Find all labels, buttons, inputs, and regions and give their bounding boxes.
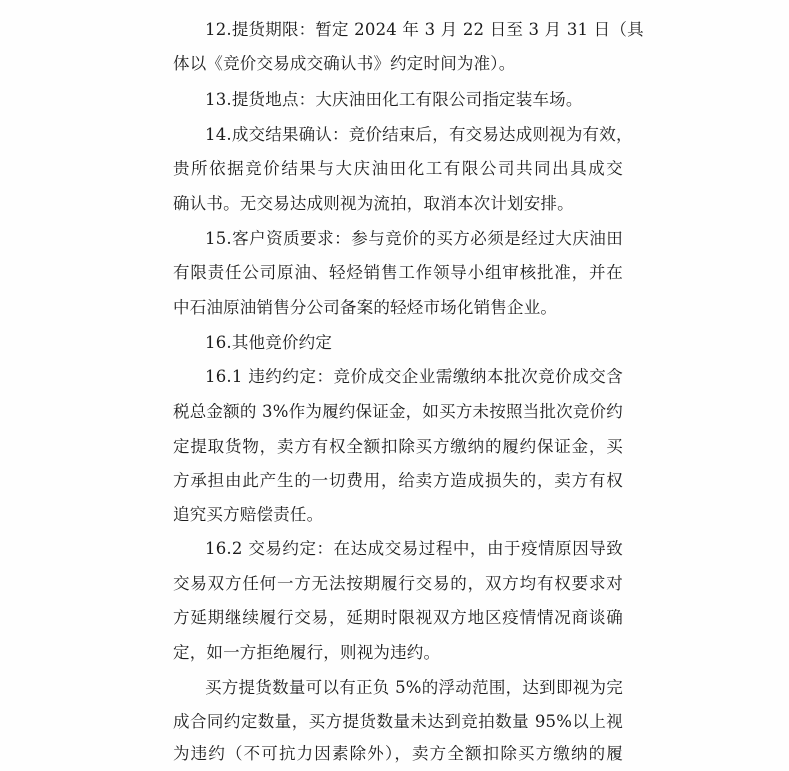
- text-line: 买方提货数量可以有正负 5%的浮动范围，达到即视为完: [205, 678, 623, 697]
- text-line: 追究买方赔偿责任。: [173, 505, 324, 524]
- text-line: 定提取货物，卖方有权全额扣除买方缴纳的履约保证金，买: [173, 437, 623, 456]
- text-line: 为违约（不可抗力因素除外），卖方全额扣除买方缴纳的履: [173, 744, 623, 763]
- text-line: 体以《竞价交易成交确认书》约定时间为准）。: [173, 54, 516, 73]
- text-line: 成合同约定数量，买方提货数量未达到竞拍数量 95%以上视: [173, 712, 623, 731]
- text-line: 交易双方任何一方无法按期履行交易的，双方均有权要求对: [173, 574, 623, 593]
- text-line: 16.1 违约约定：竞价成交企业需缴纳本批次竞价成交含: [205, 367, 623, 386]
- text-line: 中石油原油销售分公司备案的轻烃市场化销售企业。: [173, 298, 558, 317]
- text-line: 有限责任公司原油、轻烃销售工作领导小组审核批准，并在: [173, 263, 623, 282]
- text-line: 16.其他竞价约定: [205, 333, 333, 352]
- text-line: 确认书。无交易达成则视为流拍，取消本次计划安排。: [173, 194, 574, 213]
- text-line: 13.提货地点：大庆油田化工有限公司指定装车场。: [205, 90, 583, 109]
- text-line: 16.2 交易约定：在达成交易过程中，由于疫情原因导致: [205, 539, 623, 558]
- text-line: 定，如一方拒绝履行，则视为违约。: [173, 643, 441, 662]
- text-line: 方延期继续履行交易，延期时限视双方地区疫情情况商谈确: [173, 608, 623, 627]
- text-line: 税总金额的 3%作为履约保证金，如买方未按照当批次竞价约: [173, 402, 623, 421]
- text-line: 12.提货期限：暂定 2024 年 3 月 22 日至 3 月 31 日（具: [205, 20, 644, 39]
- text-line: 14.成交结果确认：竞价结束后，有交易达成则视为有效，: [205, 125, 633, 144]
- text-line: 15.客户资质要求：参与竞价的买方必须是经过大庆油田: [205, 229, 623, 248]
- text-line: 方承担由此产生的一切费用，给卖方造成损失的，卖方有权: [173, 471, 623, 490]
- text-line: 贵所依据竞价结果与大庆油田化工有限公司共同出具成交: [173, 159, 623, 178]
